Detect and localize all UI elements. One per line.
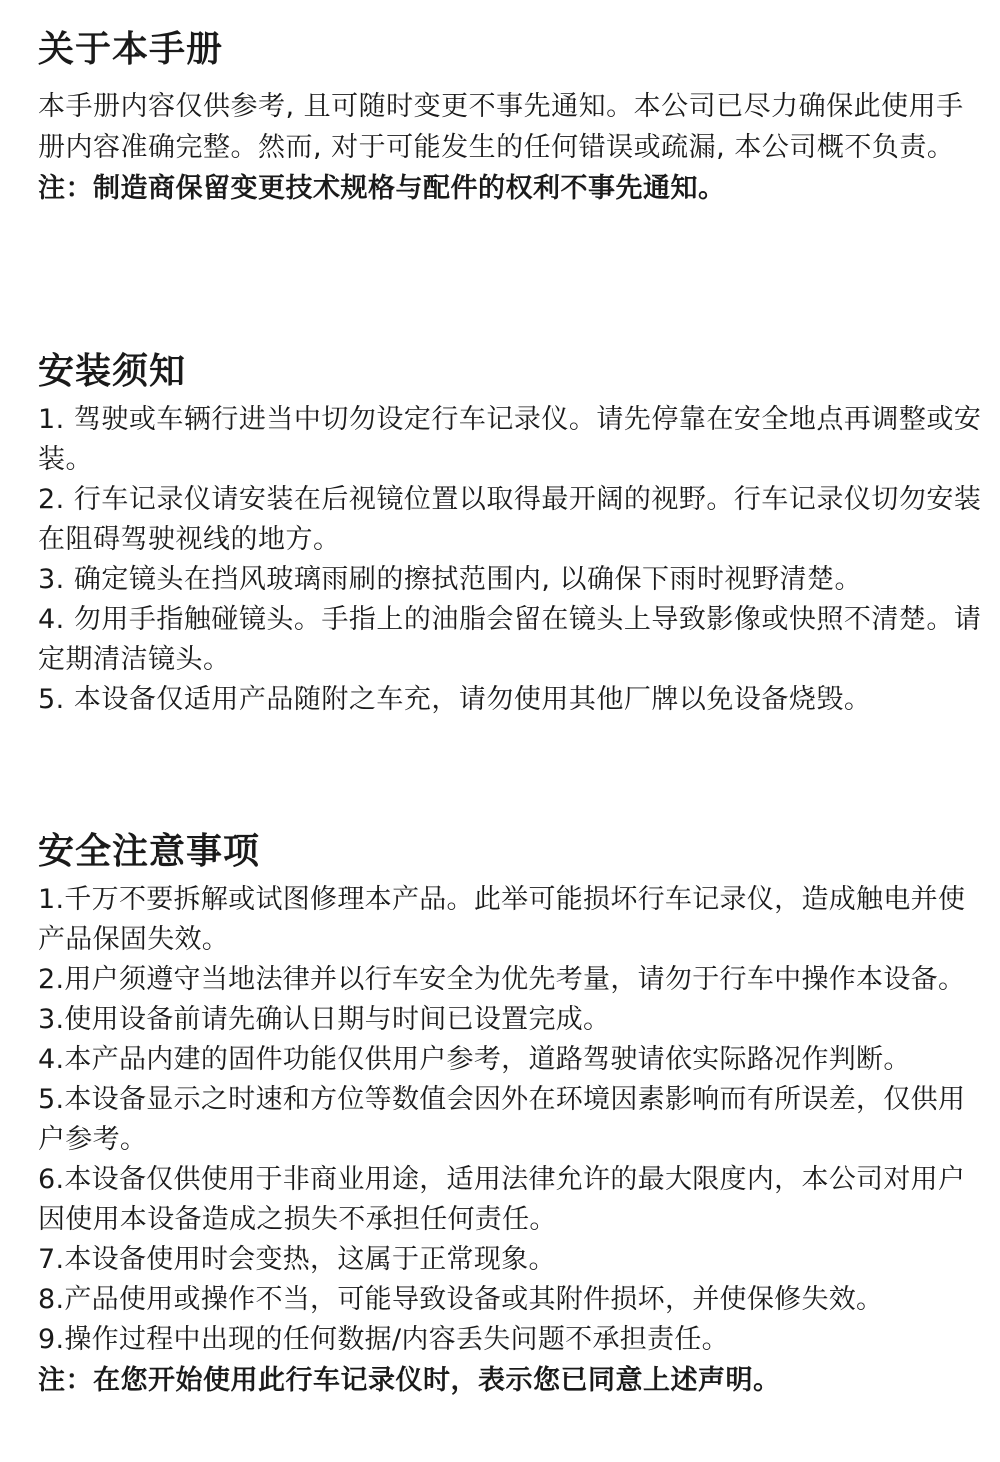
installation-item-5: 5. 本设备仅适用产品随附之车充，请勿使用其他厂牌以免设备烧毁。 — [38, 684, 872, 715]
installation-item-2: 2. 行车记录仪请安装在后视镜位置以取得最开阔的视野。行车记录仪切勿安装在阻碍驾驶视线的地方。 — [38, 484, 982, 555]
safety-item-6: 6.本设备仅供使用于非商业用途，适用法律允许的最大限度内，本公司对用户因使用本设备造成之损失不承担任何责任。 — [38, 1164, 966, 1235]
safety-precautions-heading: 安全注意事项 — [38, 831, 261, 872]
safety-item-3: 3.使用设备前请先确认日期与时间已设置完成。 — [38, 1004, 611, 1035]
installation-item-1: 1. 驾驶或车辆行进当中切勿设定行车记录仪。请先停靠在安全地点再调整或安装。 — [38, 404, 982, 475]
safety-precautions-section — [38, 826, 988, 1401]
about-manual-heading: 关于本手册 — [38, 29, 224, 70]
installation-notes-section — [38, 346, 988, 720]
installation-item-4: 4. 勿用手指触碰镜头。手指上的油脂会留在镜头上导致影像或快照不清楚。请定期清洁镜头。 — [38, 604, 982, 675]
safety-item-9: 9.操作过程中出现的任何数据/内容丢失问题不承担责任。 — [38, 1324, 729, 1355]
safety-item-7: 7.本设备使用时会变热，这属于正常现象。 — [38, 1244, 556, 1275]
safety-item-5: 5.本设备显示之时速和方位等数值会因外在环境因素影响而有所误差，仅供用户参考。 — [38, 1084, 966, 1155]
installation-notes-heading: 安装须知 — [38, 351, 187, 392]
installation-item-3: 3. 确定镜头在挡风玻璃雨刷的擦拭范围内, 以确保下雨时视野清楚。 — [38, 564, 863, 595]
safety-item-2: 2.用户须遵守当地法律并以行车安全为优先考量，请勿于行车中操作本设备。 — [38, 964, 966, 995]
safety-item-8: 8.产品使用或操作不当，可能导致设备或其附件损坏，并使保修失效。 — [38, 1284, 884, 1315]
about-manual-section — [38, 24, 988, 209]
safety-item-4: 4.本产品内建的固件功能仅供用户参考，道路驾驶请依实际路况作判断。 — [38, 1044, 911, 1075]
safety-item-1: 1.千万不要拆解或试图修理本产品。此举可能损坏行车记录仪，造成触电并使产品保固失效。 — [38, 884, 966, 955]
safety-precautions-note: 注：在您开始使用此行车记录仪时，表示您已同意上述声明。 — [38, 1365, 781, 1396]
about-manual-body: 本手册内容仅供参考, 且可随时变更不事先通知。本公司已尽力确保此使用手册内容准确完整。然而, 对于可能发生的任何错误或疏漏, 本公司概不负责。 — [38, 91, 964, 163]
about-manual-note: 注：制造商保留变更技术规格与配件的权利不事先通知。 — [38, 173, 726, 204]
